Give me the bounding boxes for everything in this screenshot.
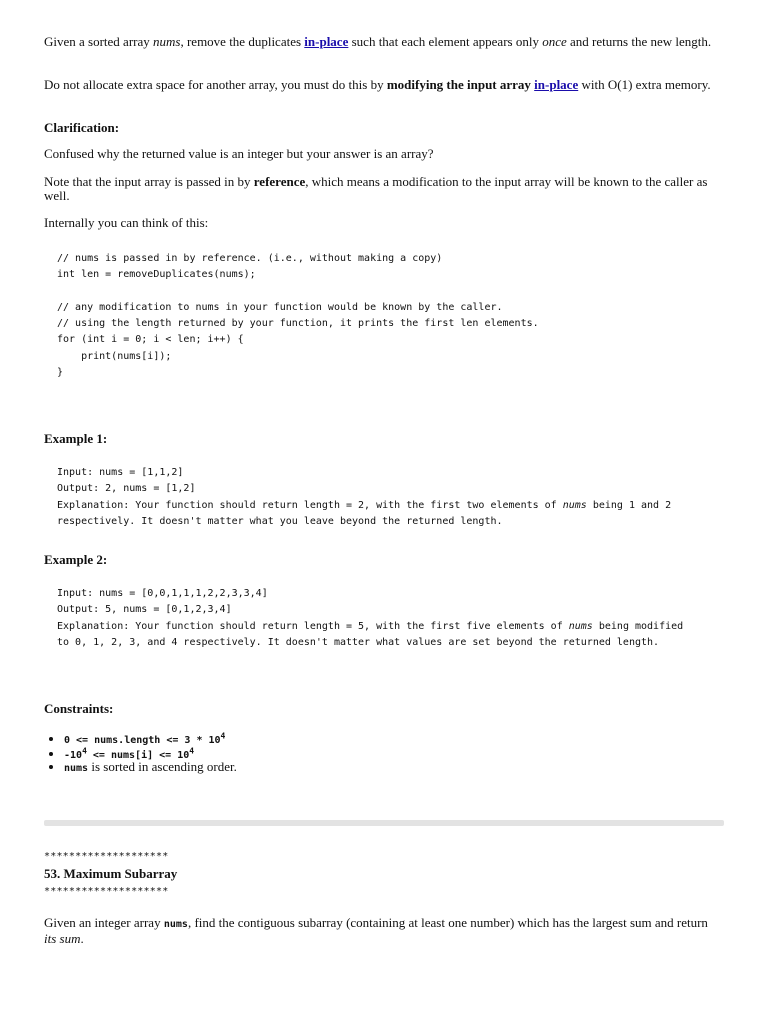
text: 0 <= nums.length <= 3 * 10	[64, 735, 221, 747]
text: .	[80, 931, 84, 946]
in-place-link-2[interactable]: in-place	[534, 77, 579, 92]
emphasis-once: once	[542, 34, 567, 49]
text: , remove the duplicates	[180, 34, 305, 49]
constraint-item	[64, 729, 237, 747]
reference-paragraph	[44, 175, 718, 203]
var-nums: nums	[568, 620, 593, 632]
example-1-input: Input: nums = [1,1,2]	[57, 467, 184, 478]
text: with O(1) extra memory.	[578, 77, 711, 92]
text: such that each element appears only	[348, 34, 543, 49]
text: -10	[64, 750, 83, 762]
example-2-explanation-cont: to 0, 1, 2, 3, and 4 respectively. It doesn't matter what values are set beyond the returned length.	[57, 636, 660, 648]
section-divider	[44, 820, 724, 826]
superscript: 4	[189, 747, 195, 756]
constraints-heading: Constraints:	[44, 701, 114, 716]
superscript: 4	[82, 747, 87, 756]
example-2-explanation	[57, 619, 683, 635]
clarification-question: Confused why the returned value is an integer but your answer is an array?	[44, 146, 434, 161]
text: Explanation: Your function should return length = 2, with the first two elements of	[57, 499, 563, 511]
clarification-heading: Clarification:	[44, 120, 120, 135]
text: <= nums[i] <= 10	[86, 750, 190, 762]
text: Explanation: Your function should return length = 5, with the first five elements of	[57, 620, 569, 632]
text: is sorted in ascending order.	[88, 759, 237, 774]
intro-paragraph	[44, 35, 718, 49]
text: Note that the input array is passed in by	[44, 174, 254, 189]
problem-53-title: 53. Maximum Subarray	[44, 866, 178, 881]
example-1-explanation-cont: respectively. It doesn't matter what you leave beyond the returned length.	[57, 515, 503, 527]
code-nums: nums	[163, 919, 188, 930]
constraint-code: nums	[64, 763, 89, 774]
constraints-list	[44, 729, 237, 774]
text: Given an integer array	[44, 915, 164, 930]
in-place-link[interactable]: in-place	[304, 34, 349, 49]
example-1-block	[57, 465, 671, 530]
text: and returns the new length.	[566, 34, 712, 49]
example-2-input: Input: nums = [0,0,1,1,1,2,2,3,3,4]	[57, 588, 268, 599]
text: Do not allocate extra space for another array, you must do this by	[44, 77, 387, 92]
internal-note: Internally you can think of this:	[44, 215, 209, 230]
constraint-paragraph	[44, 78, 718, 92]
example-2-heading: Example 2:	[44, 552, 108, 567]
example-2-output: Output: 5, nums = [0,1,2,3,4]	[57, 604, 232, 616]
text: , which means a modification to the input array will be known to the caller as well.	[44, 174, 708, 203]
problem-53-description	[44, 916, 718, 946]
example-1-heading: Example 1:	[44, 431, 108, 446]
example-2-block	[57, 586, 683, 651]
constraint-item	[64, 759, 237, 774]
bold-text: modifying the input array	[386, 77, 531, 92]
superscript: 4	[220, 732, 226, 741]
emphasis-its-sum: its sum	[44, 931, 81, 946]
var-nums: nums	[153, 34, 181, 49]
bold-reference: reference	[253, 174, 306, 189]
var-nums: nums	[562, 499, 587, 511]
stars-separator-top: ********************	[44, 851, 169, 862]
text: being modified	[592, 620, 684, 632]
text: , find the contiguous subarray (containing at least one number) which has the largest sum and return	[187, 915, 708, 930]
text: being 1 and 2	[586, 499, 672, 511]
example-1-explanation	[57, 498, 671, 514]
stars-separator-bottom: ********************	[44, 886, 169, 897]
example-1-output: Output: 2, nums = [1,2]	[57, 483, 196, 495]
code-block: // nums is passed in by reference. (i.e., without making a copy) int len = removeDuplicates(nums); // any modification to nums in your function would be known by the caller. // using the length returned by your function, it prints the first len elements. for (int i = 0; i < len; i++) { print(nums[i]); }	[57, 253, 539, 379]
text: Given a sorted array	[44, 34, 154, 49]
